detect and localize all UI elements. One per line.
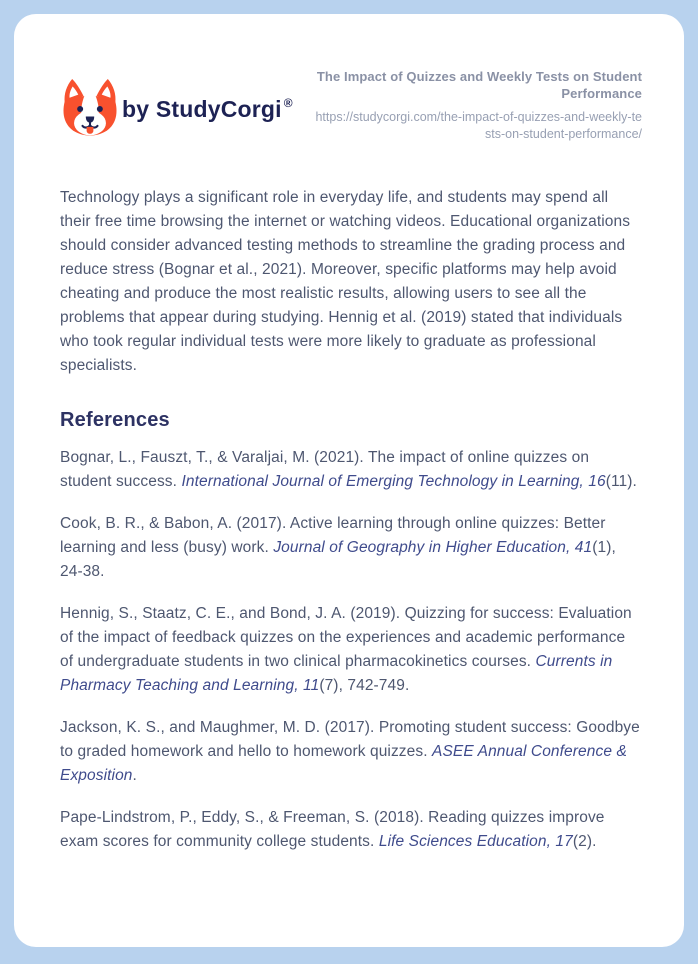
registered-trademark: ® [283,95,293,110]
reference-text: Jackson, K. S., and Maughmer, M. D. (2017). Promoting student success: Goodbye to graded homework and hello to homework quizzes. [60,719,640,760]
reference-text: Hennig, S., Staatz, C. E., and Bond, J. A. (2019). Quizzing for success: Evaluation of the impact of feedback quizzes on the experiences and academic performance of undergraduate students in two clinical pharmacokinetics courses. [60,605,632,670]
intro-paragraph: Technology plays a significant role in everyday life, and students may spend all their free time browsing the internet or watching videos. Educational organizations should consider advanced testing methods to streamline the grading process and reduce stress (Bognar et al., 2021). Moreover, specific platforms may help avoid cheating and produce the most realistic results, allowing users to see all the problems that appear during studying. Hennig et al. (2019) stated that individuals who took regular individual tests were more likely to graduate as professional specialists. [60,189,631,374]
reference-text: Pape-Lindstrom, P., Eddy, S., & Freeman, S. (2018). Reading quizzes improve exam scores for community college students. [60,809,605,850]
reference-text: (11). [605,473,637,490]
reference-text: (2). [572,833,597,850]
journal-title: ASEE Annual Conference & Exposition [60,743,627,784]
document-card [14,14,684,947]
reference-text: Bognar, L., Fauszt, T., & Varaljai, M. (2021). The impact of online quizzes on student success. [60,449,590,490]
journal-title: Currents in Pharmacy Teaching and Learning, 11 [60,653,613,694]
references-list [60,446,642,854]
page-url-link[interactable]: https://studycorgi.com/the-impact-of-quizzes-and-weekly-tests-on-student-performance/ [315,110,642,141]
studycorgi-logo[interactable] [60,78,293,140]
journal-title: International Journal of Emerging Technology in Learning, 16 [181,473,606,490]
journal-title: Life Sciences Education, 17 [378,833,573,850]
reference-text: (1), 24-38. [60,539,616,580]
reference-entry [60,716,642,788]
page-title: The Impact of Quizzes and Weekly Tests on Student Performance [316,69,642,101]
brand-name: by StudyCorgi ® [122,95,293,122]
reference-entry [60,446,642,494]
article-body [60,186,642,854]
reference-entry [60,512,642,584]
reference-text: Cook, B. R., & Babon, A. (2017). Active learning through online quizzes: Better learning and less (busy) work. [60,515,606,556]
reference-text: . [132,767,137,784]
reference-entry [60,602,642,698]
reference-entry [60,806,642,854]
header [60,66,642,142]
references-heading: References [60,409,170,431]
corgi-logo-icon [60,78,120,140]
reference-text: (7), 742-749. [319,677,410,694]
journal-title: Journal of Geography in Higher Education, 41 [273,539,593,556]
document-meta [312,66,642,142]
